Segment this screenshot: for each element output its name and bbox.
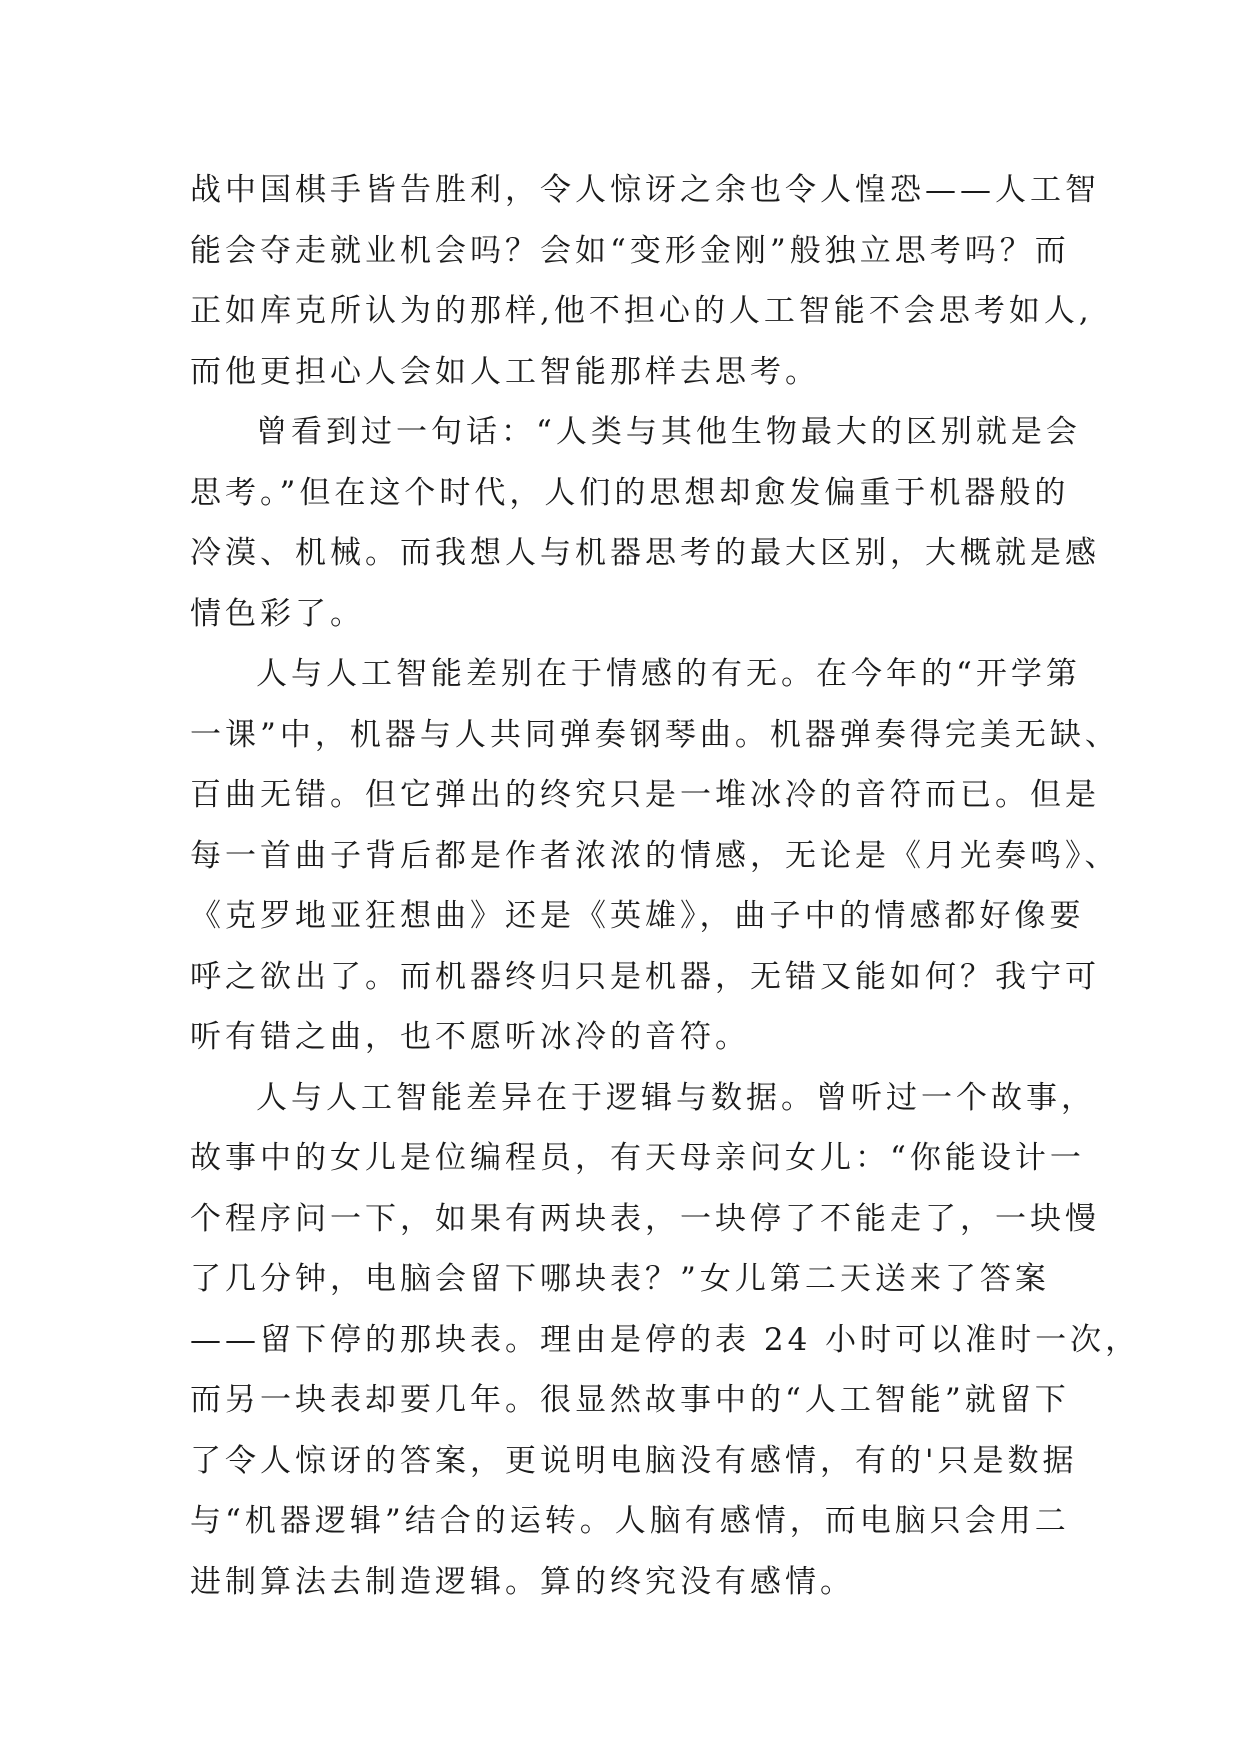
text-line: 呼之欲出了。而机器终归只是机器，无错又能如何？我宁可 bbox=[190, 958, 1100, 995]
text-line: 而另一块表却要几年。很显然故事中的“人工智能”就留下 bbox=[190, 1382, 1070, 1418]
text-line: 了几分钟，电脑会留下哪块表？”女儿第二天送来了答案 bbox=[190, 1261, 1050, 1297]
paragraph-first-line: 人与人工智能差别在于情感的有无。在今年的“开学第 bbox=[256, 656, 1081, 692]
text-line: 了令人惊讶的答案，更说明电脑没有感情，有的'只是数据 bbox=[190, 1442, 1078, 1479]
text-line: 能会夺走就业机会吗？会如“变形金刚”般独立思考吗？而 bbox=[190, 232, 1070, 269]
text-line: 一课”中，机器与人共同弹奏钢琴曲。机器弹奏得完美无缺、 bbox=[190, 716, 1120, 753]
text-line: 每一首曲子背后都是作者浓浓的情感，无论是《月光奏鸣》、 bbox=[190, 837, 1120, 874]
text-line: ——留下停的那块表。理由是停的表 24 小时可以准时一次， bbox=[190, 1321, 1141, 1358]
text-line: 正如库克所认为的那样,他不担心的人工智能不会思考如人, bbox=[190, 293, 1093, 329]
paragraph-first-line: 人与人工智能差异在于逻辑与数据。曾听过一个故事， bbox=[256, 1079, 1096, 1116]
text-line: 情色彩了。 bbox=[190, 595, 365, 632]
essay-body bbox=[190, 160, 1141, 1612]
text-line: 百曲无错。但它弹出的终究只是一堆冰冷的音符而已。但是 bbox=[190, 777, 1100, 813]
text-line: 故事中的女儿是位编程员，有天母亲问女儿：“你能设计一 bbox=[190, 1140, 1085, 1176]
text-line: 战中国棋手皆告胜利，令人惊讶之余也令人惶恐——人工智 bbox=[190, 172, 1100, 208]
text-line: 进制算法去制造逻辑。算的终究没有感情。 bbox=[190, 1563, 855, 1600]
text-line: 冷漠、机械。而我想人与机器思考的最大区别，大概就是感 bbox=[190, 535, 1100, 571]
text-line: 思考。”但在这个时代，人们的思想却愈发偏重于机器般的 bbox=[190, 474, 1070, 511]
text-line: 《克罗地亚狂想曲》还是《英雄》，曲子中的情感都好像要 bbox=[190, 898, 1085, 934]
text-line: 而他更担心人会如人工智能那样去思考。 bbox=[190, 353, 820, 390]
text-line: 听有错之曲，也不愿听冰冷的音符。 bbox=[190, 1019, 750, 1055]
text-line: 个程序问一下，如果有两块表，一块停了不能走了，一块慢 bbox=[190, 1200, 1100, 1237]
text-line: 与“机器逻辑”结合的运转。人脑有感情，而电脑只会用二 bbox=[190, 1503, 1070, 1539]
paragraph-first-line: 曾看到过一句话：“人类与其他生物最大的区别就是会 bbox=[256, 414, 1081, 450]
